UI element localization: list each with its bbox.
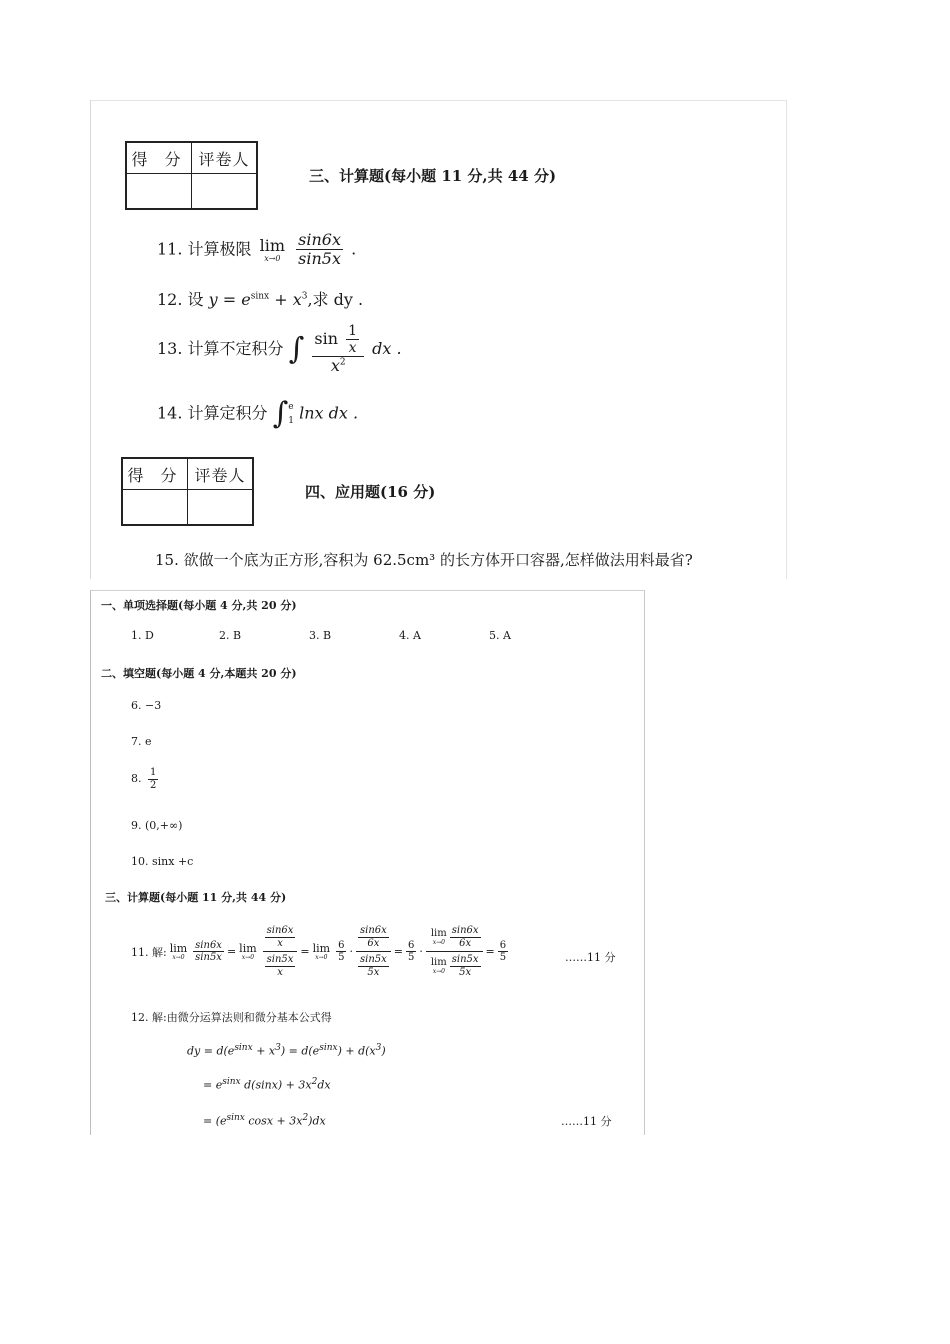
- q13-numerator: [312, 323, 364, 357]
- a11-ratio-den: [356, 952, 391, 980]
- a12-l1-mid: + x: [256, 1044, 276, 1058]
- q14-bounds: [288, 400, 294, 429]
- answer-11: [131, 923, 511, 980]
- a11-ratio-num: [356, 923, 391, 952]
- score-box-2: [121, 457, 254, 526]
- score-cell: [126, 174, 192, 210]
- grader-col-label-2: 评卷人: [188, 458, 254, 490]
- section4-title: 四、应用题(16 分): [305, 483, 436, 501]
- grader-cell-2: [188, 490, 254, 526]
- answers-section3-title: 三、计算题(每小题 11 分,共 44 分): [105, 891, 287, 904]
- q11-lim-sub: x→0: [264, 254, 281, 264]
- answer-8: [131, 767, 161, 791]
- a11-cden-frac: [265, 954, 296, 978]
- q11-suffix: .: [351, 239, 357, 259]
- q11-num: sin6x: [298, 230, 341, 249]
- a12-l3-exp: sinx: [226, 1113, 245, 1123]
- q11-prefix: 11. 计算极限: [157, 239, 252, 259]
- q13-suffix: dx .: [372, 338, 402, 358]
- answer-9: 9. (0,+∞): [131, 819, 183, 832]
- a11-dot-1: ·: [349, 945, 353, 958]
- a11-five-1: 5: [338, 952, 345, 963]
- answer-12-line2: [203, 1077, 331, 1092]
- q11-limit: [260, 236, 285, 263]
- question-13: [157, 323, 402, 376]
- answer-2: 2. B: [219, 629, 242, 642]
- a11-lim-word-1: lim: [169, 942, 188, 955]
- a11-compound-frac: [263, 923, 298, 980]
- a11-six-1: 6: [338, 939, 345, 951]
- a12-l3-a: = (e: [203, 1114, 227, 1128]
- q12-mid: + x: [274, 290, 302, 309]
- a11-lim-ratio-num: [426, 923, 483, 952]
- a11-five-2: 5: [407, 952, 415, 963]
- a11-s6-bot: 6x: [367, 937, 380, 949]
- a11-cden-top: sin5x: [266, 954, 294, 965]
- a11-five-3: 5: [499, 952, 507, 963]
- a11-eq-4: =: [485, 945, 495, 958]
- a11-lim-4: [431, 928, 447, 946]
- a12-l1-pow: 3: [275, 1043, 281, 1053]
- q12-suffix: ,求 dy .: [307, 290, 364, 309]
- a11-eq-3: =: [393, 945, 403, 958]
- answer-5: 5. A: [489, 629, 511, 642]
- a12-l3-pow: 2: [302, 1113, 309, 1123]
- a11-six-fifths-2: [406, 940, 416, 964]
- a8-num: 1: [150, 767, 157, 778]
- q11-den: sin5x: [298, 249, 341, 269]
- a12-l1-pow2: 3: [375, 1043, 382, 1053]
- a12-l1-exp: sinx: [234, 1043, 253, 1053]
- a11-lim-ratio-den: [426, 952, 483, 980]
- a11-lim-word-2: lim: [239, 942, 257, 955]
- a11-compound-num: [263, 923, 298, 952]
- a11-s6-frac-2: [450, 925, 481, 949]
- a11-lim-5: [431, 957, 447, 975]
- a11-cnum-top: sin6x: [266, 925, 294, 936]
- a11-f1-num: sin6x: [195, 939, 222, 951]
- a11-cnum-frac: [265, 925, 296, 949]
- question-11: [157, 231, 356, 269]
- a12-l3-end: )dx: [308, 1114, 326, 1128]
- a12-l3-rest: cosx + 3x: [248, 1114, 303, 1128]
- exam-page-fragment: [90, 100, 787, 579]
- a11-cnum-bot: x: [277, 937, 283, 949]
- q13-inner-num: 1: [348, 323, 358, 339]
- a11-eq-2: =: [300, 945, 310, 958]
- answer-4: 4. A: [399, 629, 421, 642]
- question-15: 15. 欲做一个底为正方形,容积为 62.5cm³ 的长方体开口容器,怎样做法用料最省?: [155, 551, 693, 569]
- a11-lim-1: [170, 942, 187, 961]
- a11-s5-top: sin5x: [359, 954, 387, 965]
- a8-den: 2: [150, 779, 157, 791]
- q11-lim-word: lim: [259, 236, 286, 256]
- a11-six-2: 6: [407, 939, 415, 951]
- a12-score: ……11 分: [561, 1115, 612, 1128]
- q14-upper: e: [288, 401, 294, 412]
- a8-fraction: [148, 767, 158, 791]
- q12-expr: y = e: [208, 290, 251, 309]
- a11-lim-sub-4: x→0: [432, 938, 445, 946]
- answers-section2-title: 二、填空题(每小题 4 分,本题共 20 分): [101, 667, 297, 680]
- q13-den-var: x: [330, 356, 340, 376]
- a11-s5-frac-2: [450, 954, 481, 978]
- answer-7: 7. e: [131, 735, 152, 748]
- q14-integral-sign: ∫: [272, 396, 289, 431]
- q12-exp: sinx: [250, 291, 270, 302]
- q13-den-pow: 2: [339, 357, 346, 368]
- answer-10: 10. sinx +c: [131, 855, 194, 868]
- a8-prefix: 8.: [131, 772, 142, 785]
- q13-sin: sin: [314, 329, 339, 349]
- a11-score: ……11 分: [565, 951, 616, 964]
- a12-l1-close: ): [381, 1044, 386, 1058]
- grader-cell: [192, 174, 258, 210]
- a12-l2-a: = e: [203, 1078, 223, 1092]
- a11-s6-top: sin6x: [359, 925, 387, 936]
- a11-compound-den: [263, 952, 298, 980]
- answer-12-line1: [187, 1043, 386, 1058]
- question-12: [157, 287, 363, 310]
- a11-lim-3: [313, 942, 330, 961]
- a11-six-3: 6: [499, 939, 507, 951]
- a11-prefix: 11. 解:: [131, 945, 167, 959]
- a11-dot-2: ·: [419, 945, 423, 958]
- q13-denominator: [329, 357, 348, 375]
- score-col-label: 得 分: [126, 142, 192, 174]
- a11-lim-sub-3: x→0: [315, 954, 328, 961]
- answer-12-line3: [203, 1113, 326, 1128]
- a12-l2-pow: 2: [311, 1077, 318, 1087]
- answer-1: 1. D: [131, 629, 154, 642]
- q13-integral-sign: ∫: [288, 331, 305, 367]
- answer-3: 3. B: [309, 629, 332, 642]
- a11-ratio-frac: [356, 923, 391, 980]
- score-cell-2: [122, 490, 188, 526]
- a11-s5-top-2: sin5x: [451, 954, 479, 965]
- answer-6: 6. −3: [131, 699, 162, 712]
- q14-prefix: 14. 计算定积分: [157, 403, 268, 423]
- answers-section1-title: 一、单项选择题(每小题 4 分,共 20 分): [101, 599, 297, 612]
- q12-pow: 3: [301, 291, 308, 302]
- q13-prefix: 13. 计算不定积分: [157, 338, 284, 358]
- a11-f1-den: sin5x: [195, 952, 222, 963]
- q14-lower: 1: [288, 416, 295, 426]
- a11-eq-1: =: [226, 945, 237, 958]
- q11-fraction: [296, 231, 343, 269]
- grader-col-label: 评卷人: [192, 142, 258, 174]
- a11-six-fifths-3: [498, 940, 508, 964]
- a12-l1-exp2: sinx: [319, 1043, 338, 1053]
- a12-l1-end: ) + d(x: [337, 1044, 376, 1058]
- a11-s5-bot-2: 5x: [459, 966, 472, 978]
- a11-lim-2: [239, 942, 256, 961]
- a11-cden-bot: x: [277, 966, 283, 978]
- a11-s5-frac: [358, 954, 389, 978]
- a11-lim-word-3: lim: [312, 942, 331, 955]
- a11-lim-sub-2: x→0: [241, 954, 255, 961]
- a11-frac-1: [193, 940, 224, 964]
- score-col-label-2: 得 分: [122, 458, 188, 490]
- question-14: [157, 396, 359, 431]
- a12-l1-mid2: ) = d(e: [280, 1044, 320, 1058]
- a11-lim-word-4: lim: [430, 928, 447, 940]
- a11-s6-frac: [358, 925, 389, 949]
- a11-s6-bot-2: 6x: [459, 937, 472, 949]
- a11-lim-sub-5: x→0: [432, 967, 445, 975]
- a12-l1-a: dy = d(e: [187, 1044, 235, 1058]
- a11-six-fifths-1: [336, 940, 346, 964]
- a11-lim-ratio: [426, 923, 483, 980]
- q13-fraction: [312, 323, 364, 376]
- a11-s6-top-2: sin6x: [451, 925, 479, 936]
- a12-l2-end: dx: [317, 1078, 331, 1092]
- q12-prefix: 12. 设: [157, 290, 204, 309]
- q13-inner-fraction: [346, 323, 359, 356]
- answer-12-intro: 12. 解:由微分运算法则和微分基本公式得: [131, 1011, 332, 1024]
- q14-body: lnx dx .: [299, 403, 359, 423]
- a11-lim-word-5: lim: [430, 957, 447, 969]
- a11-lim-sub-1: x→0: [172, 954, 185, 961]
- a12-l2-rest: d(sinx) + 3x: [244, 1078, 312, 1092]
- q13-inner-den: x: [348, 340, 357, 357]
- score-box-1: [125, 141, 258, 210]
- a11-s5-bot: 5x: [367, 966, 380, 978]
- a12-l2-exp: sinx: [222, 1077, 241, 1087]
- section3-title: 三、计算题(每小题 11 分,共 44 分): [309, 167, 557, 185]
- answer-key-fragment: [90, 590, 645, 1135]
